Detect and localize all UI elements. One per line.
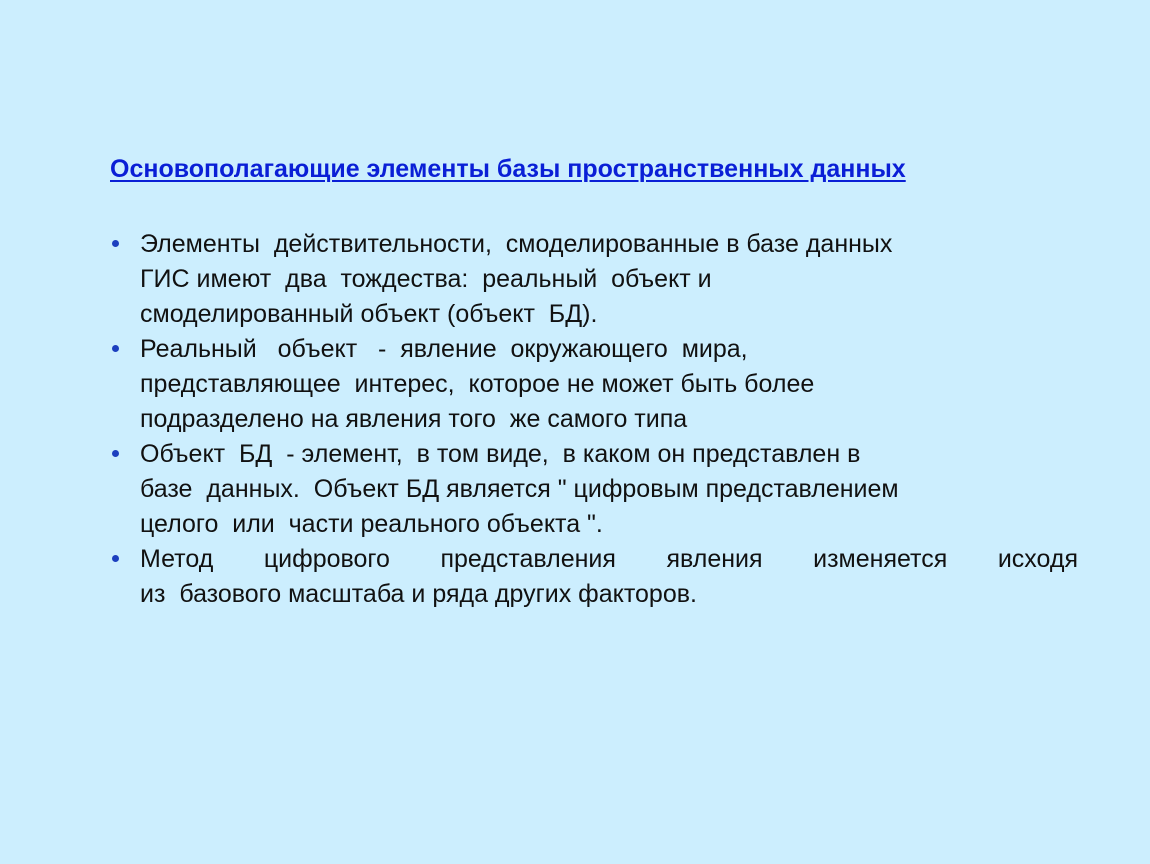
bullet-dot-icon <box>112 240 119 247</box>
bullet-item <box>110 227 1078 332</box>
bullet-text <box>140 332 1078 437</box>
bullet-line: из базового масштаба и ряда других факторов. <box>140 580 697 608</box>
bullet-line: Объект БД - элемент, в том виде, в каком он представлен в <box>140 440 861 468</box>
bullet-line: подразделено на явления того же самого типа <box>140 405 688 433</box>
bullet-text <box>140 227 1078 332</box>
bullet-item <box>110 437 1078 542</box>
bullet-dot-icon <box>112 345 119 352</box>
bullet-item <box>110 332 1078 437</box>
bullet-text <box>140 437 1078 542</box>
bullet-line: смоделированный объект (объект БД). <box>140 300 598 328</box>
bullet-dot-icon <box>112 450 119 457</box>
bullet-dot-icon <box>112 555 119 562</box>
bullet-list <box>110 227 1078 612</box>
bullet-line: Элементы действительности, смоделированные в базе данных <box>140 230 893 258</box>
bullet-line: представляющее интерес, которое не может быть более <box>140 370 815 398</box>
bullet-line: целого или части реального объекта ". <box>140 510 603 538</box>
slide-title: Основополагающие элементы базы пространственных данных <box>110 155 906 183</box>
bullet-line: Метод цифрового представления явления изменяется исходя <box>140 545 1078 573</box>
bullet-text <box>140 542 1078 612</box>
bullet-line: Реальный объект - явление окружающего мира, <box>140 335 748 363</box>
bullet-item <box>110 542 1078 612</box>
bullet-line: базе данных. Объект БД является " цифровым представлением <box>140 475 899 503</box>
bullet-line: ГИС имеют два тождества: реальный объект и <box>140 265 712 293</box>
